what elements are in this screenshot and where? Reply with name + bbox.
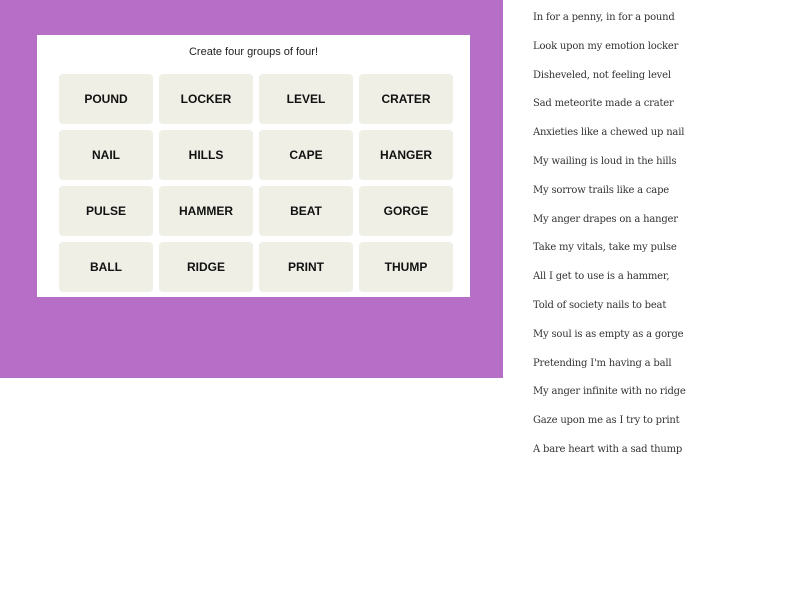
word-tile-level[interactable]: LEVEL [259,74,353,124]
poem-line: Disheveled, not feeling level [533,69,671,81]
word-tile-ridge[interactable]: RIDGE [159,242,253,292]
word-tile-print[interactable]: PRINT [259,242,353,292]
poem-line: All I get to use is a hammer, [533,271,670,283]
poem-line: Sad meteorite made a crater [533,98,674,110]
poem-line: My wailing is loud in the hills [533,155,677,167]
poem-line: My soul is as empty as a gorge [533,328,684,340]
poem-line: My anger infinite with no ridge [533,386,686,398]
poem-line: Take my vitals, take my pulse [533,242,677,254]
word-tile-nail[interactable]: NAIL [59,130,153,180]
game-instructions: Create four groups of four! [188,46,318,58]
poem-line: My anger drapes on a hanger [533,213,678,225]
word-tile-hammer[interactable]: HAMMER [159,186,253,236]
word-tile-cape[interactable]: CAPE [259,130,353,180]
word-tile-ball[interactable]: BALL [59,242,153,292]
word-tile-hills[interactable]: HILLS [159,130,253,180]
poem-line: A bare heart with a sad thump [533,443,683,455]
word-grid [59,74,453,292]
poem-line: Told of society nails to beat [533,299,667,311]
poem-line: My sorrow trails like a cape [533,184,669,196]
word-tile-beat[interactable]: BEAT [259,186,353,236]
poem-line: Pretending I'm having a ball [533,357,672,369]
word-tile-crater[interactable]: CRATER [359,74,453,124]
word-tile-locker[interactable]: LOCKER [159,74,253,124]
word-tile-gorge[interactable]: GORGE [359,186,453,236]
poem-line: Gaze upon me as I try to print [533,415,680,427]
poem [533,4,800,465]
poem-line: In for a penny, in for a pound [533,12,675,23]
word-tile-pound[interactable]: POUND [59,74,153,124]
poem-line: Anxieties like a chewed up nail [533,127,685,139]
poem-line: Look upon my emotion locker [533,40,679,52]
word-tile-thump[interactable]: THUMP [359,242,453,292]
puzzle-background-panel [0,0,503,378]
word-tile-pulse[interactable]: PULSE [59,186,153,236]
connections-game-card [37,35,470,297]
word-tile-hanger[interactable]: HANGER [359,130,453,180]
